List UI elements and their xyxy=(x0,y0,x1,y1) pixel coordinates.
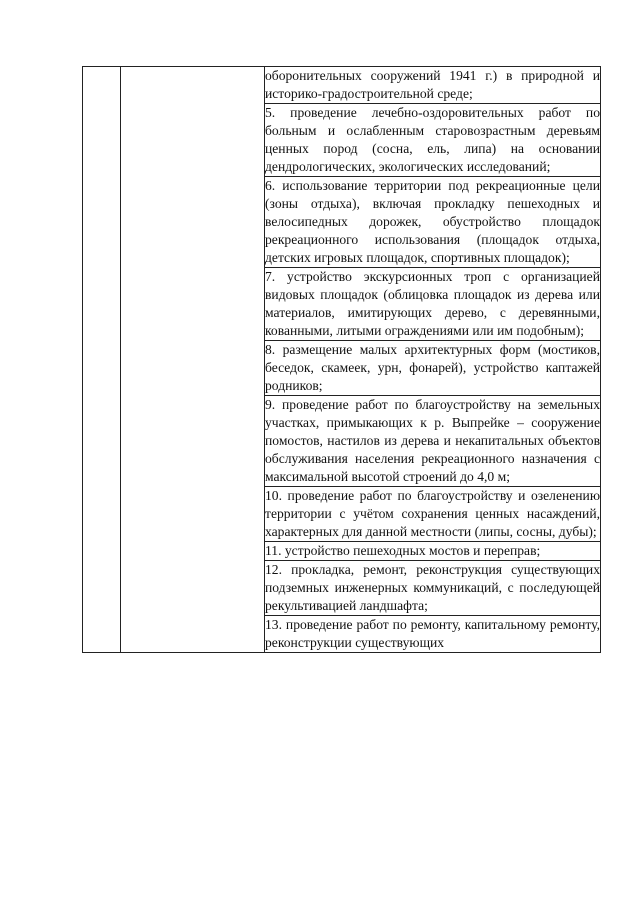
item-12-cell: 12. прокладка, ремонт, реконструкция существующих подземных инженерных коммуникаций, с последующей рекультивацией ландшафта; xyxy=(265,561,601,616)
zone-column-cell xyxy=(121,67,265,653)
item-10-cell: 10. проведение работ по благоустройству и озеленению территории с учётом сохранения ценных насаждений, характерных для данной местности (липы, сосны, дубы); xyxy=(265,487,601,542)
item-13-cell: 13. проведение работ по ремонту, капитальному ремонту, реконструкции существующих xyxy=(265,616,601,653)
item-6-cell: 6. использование территории под рекреационные цели (зоны отдыха), включая прокладку пешеходных и велосипедных дорожек, обустройство площадок рекреационного использования (площадок отдыха, детских игровых площадок, спортивных площадок); xyxy=(265,177,601,268)
item-11-cell: 11. устройство пешеходных мостов и переправ; xyxy=(265,542,601,561)
item-8-cell: 8. размещение малых архитектурных форм (мостиков, беседок, скамеек, урн, фонарей), устройство каптажей родников; xyxy=(265,341,601,396)
item-continuation-cell: оборонительных сооружений 1941 г.) в природной и историко-градостроительной среде; xyxy=(265,67,601,104)
item-7-cell: 7. устройство экскурсионных троп с организацией видовых площадок (облицовка площадок из дерева или материалов, имитирующих дерево, с деревянными, кованными, литыми ограждениями или им подобным); xyxy=(265,268,601,341)
item-5-cell: 5. проведение лечебно-оздоровительных работ по больным и ослабленным старовозрастным деревьям ценных пород (сосна, ель, липа) на основании дендрологических, экологических исследований; xyxy=(265,104,601,177)
item-9-cell: 9. проведение работ по благоустройству на земельных участках, примыкающих к р. Выпрейке – сооружение помостов, настилов из дерева и некапитальных объектов обслуживания населения рекреационного назначения с максимальной высотой строений до 4,0 м; xyxy=(265,396,601,487)
page-bottom-margin xyxy=(0,862,640,905)
regulations-table xyxy=(82,66,601,653)
number-column-cell xyxy=(83,67,121,653)
table-row xyxy=(83,67,601,104)
